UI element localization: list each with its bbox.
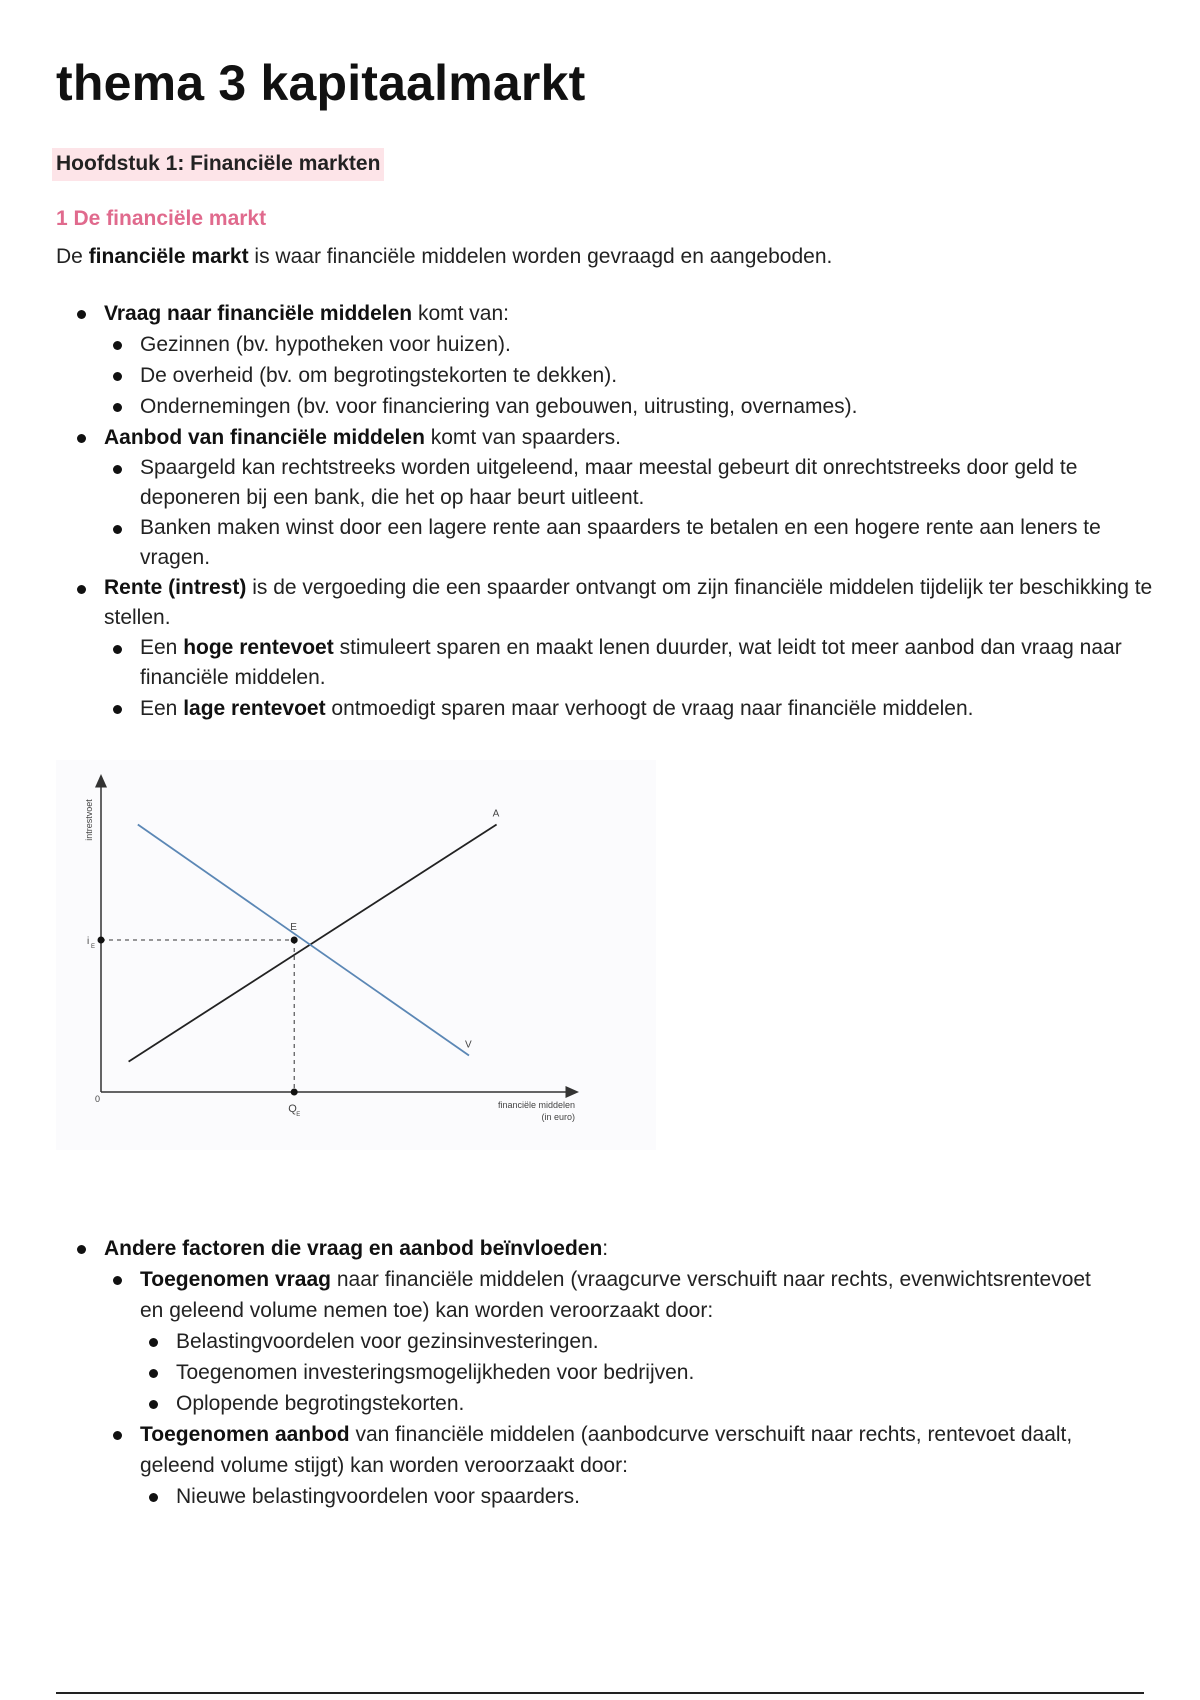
- page-bottom-divider: [56, 1692, 1144, 1694]
- list-item-aanbod: [0, 422, 1150, 453]
- series-label-v: V: [465, 1039, 472, 1051]
- list-item-text: Een: [140, 697, 184, 720]
- origin-label: 0: [95, 1094, 101, 1104]
- bullet-icon: [113, 465, 122, 474]
- list-item-text: Spaargeld kan rechtstreeks worden uitgeleend, maar meestal gebeurt dit onrechtstreeks door geld te deponeren bij een bank, die het op haar beurt uitleent.: [140, 456, 1078, 509]
- intro-suffix: is waar financiële middelen worden gevraagd en aangeboden.: [248, 245, 833, 268]
- list-item-bold: lage rentevoet: [183, 697, 326, 720]
- y-tick-label: i: [87, 936, 90, 947]
- bullet-icon: [149, 1400, 158, 1409]
- bullet-icon: [113, 341, 122, 350]
- bullet-icon: [77, 310, 86, 319]
- list-item-text: Belastingvoordelen voor gezinsinvesteringen.: [176, 1330, 599, 1353]
- list-item-rente: [0, 573, 1154, 633]
- bullet-icon: [113, 705, 122, 714]
- y-tick-subscript: E: [91, 944, 96, 950]
- list-item-text: Gezinnen (bv. hypotheken voor huizen).: [140, 333, 511, 356]
- list-item: [0, 360, 1150, 391]
- bullet-icon: [113, 525, 122, 534]
- list-item: [0, 453, 1120, 513]
- bullet-icon: [113, 1276, 122, 1285]
- list-item-bold: hoge rentevoet: [183, 636, 334, 659]
- list-item-text: Nieuwe belastingvoordelen voor spaarders.: [176, 1485, 580, 1508]
- bullet-icon: [113, 645, 122, 654]
- x-tick-subscript: E: [296, 1112, 301, 1118]
- bullet-icon: [113, 403, 122, 412]
- equilibrium-label: E: [290, 922, 297, 933]
- list-item-text: ontmoedigt sparen maar verhoogt de vraag naar financiële middelen.: [325, 697, 974, 720]
- equilibrium-point: [291, 937, 298, 944]
- bullet-list-main: [0, 298, 1153, 724]
- list-item: [0, 693, 1150, 724]
- list-item-text: is de vergoeding die een spaarder ontvangt om zijn financiële middelen tijdelijk ter beschikking te stellen.: [104, 576, 1153, 629]
- list-item-text: Banken maken winst door een lagere rente aan spaarders te betalen en een hogere rente aan leners te vragen.: [140, 516, 1101, 569]
- x-axis-equilibrium-dot: [291, 1089, 298, 1096]
- x-axis-title: financiële middelen: [497, 1100, 575, 1110]
- list-item: [0, 1481, 1150, 1512]
- bullet-icon: [113, 1431, 122, 1440]
- bullet-icon: [77, 585, 86, 594]
- intro-bold-term: financiële markt: [88, 245, 249, 268]
- list-item-bold: Rente (intrest): [104, 576, 247, 599]
- x-axis-unit: (in euro): [541, 1112, 575, 1122]
- bullet-list-factors: [0, 1233, 1150, 1512]
- intro-paragraph: [56, 243, 1136, 271]
- list-item: [0, 633, 1135, 693]
- list-item-toegenomen-aanbod: [0, 1419, 1135, 1481]
- series-label-a: A: [492, 808, 500, 820]
- list-item-text: Een: [140, 636, 184, 659]
- list-item-vraag: [0, 298, 1150, 329]
- list-item-toegenomen-vraag: [0, 1264, 1120, 1326]
- list-item: [0, 329, 1150, 360]
- y-axis-equilibrium-dot: [98, 937, 105, 944]
- y-axis-title: intrestvoet: [84, 799, 94, 841]
- x-tick-label: Q: [288, 1103, 297, 1115]
- list-item-text: Toegenomen investeringsmogelijkheden voor bedrijven.: [176, 1361, 695, 1384]
- list-item-text: Oplopende begrotingstekorten.: [176, 1392, 465, 1415]
- list-item-text: komt van spaarders.: [424, 426, 621, 449]
- list-item-text: :: [602, 1237, 609, 1260]
- list-item-factors: [0, 1233, 1150, 1264]
- bullet-icon: [149, 1369, 158, 1378]
- list-item-bold: Aanbod van financiële middelen: [104, 426, 425, 449]
- intro-prefix: De: [56, 245, 89, 268]
- bullet-icon: [149, 1493, 158, 1502]
- section-heading: 1 De financiële markt: [56, 207, 267, 230]
- chart-svg: [56, 760, 656, 1150]
- list-item-text: De overheid (bv. om begrotingstekorten te dekken).: [140, 364, 618, 387]
- chapter-heading: Hoofdstuk 1: Financiële markten: [52, 148, 384, 181]
- list-item-text: komt van:: [412, 302, 509, 325]
- list-item: [0, 1357, 1150, 1388]
- bullet-icon: [77, 434, 86, 443]
- list-item: [0, 1326, 1150, 1357]
- list-item-text: Ondernemingen (bv. voor financiering van gebouwen, uitrusting, overnames).: [140, 395, 858, 418]
- list-item: [0, 513, 1120, 573]
- list-item-text: stimuleert sparen en maakt lenen duurder, wat leidt tot meer aanbod dan vraag naar financiële middelen.: [140, 636, 1122, 689]
- list-item-bold: Toegenomen vraag: [140, 1268, 331, 1291]
- list-item: [0, 391, 1150, 422]
- bullet-icon: [149, 1338, 158, 1347]
- list-item-text: naar financiële middelen (vraagcurve verschuift naar rechts, evenwichtsrentevoet en geleend volume nemen toe) kan worden veroorzaakt door:: [140, 1268, 1091, 1322]
- list-item-text: van financiële middelen (aanbodcurve verschuift naar rechts, rentevoet daalt, geleend volume stijgt) kan worden veroorzaakt door:: [140, 1423, 1073, 1477]
- list-item-bold: Andere factoren die vraag en aanbod beïnvloeden: [104, 1237, 603, 1260]
- supply-demand-chart: [56, 760, 656, 1150]
- list-item: [0, 1388, 1150, 1419]
- series-line-a: [129, 824, 497, 1061]
- bullet-icon: [77, 1245, 86, 1254]
- page-title: thema 3 kapitaalmarkt: [56, 55, 586, 111]
- bullet-icon: [113, 372, 122, 381]
- list-item-bold: Toegenomen aanbod: [140, 1423, 350, 1446]
- series-line-v: [138, 824, 469, 1055]
- list-item-bold: Vraag naar financiële middelen: [104, 302, 413, 325]
